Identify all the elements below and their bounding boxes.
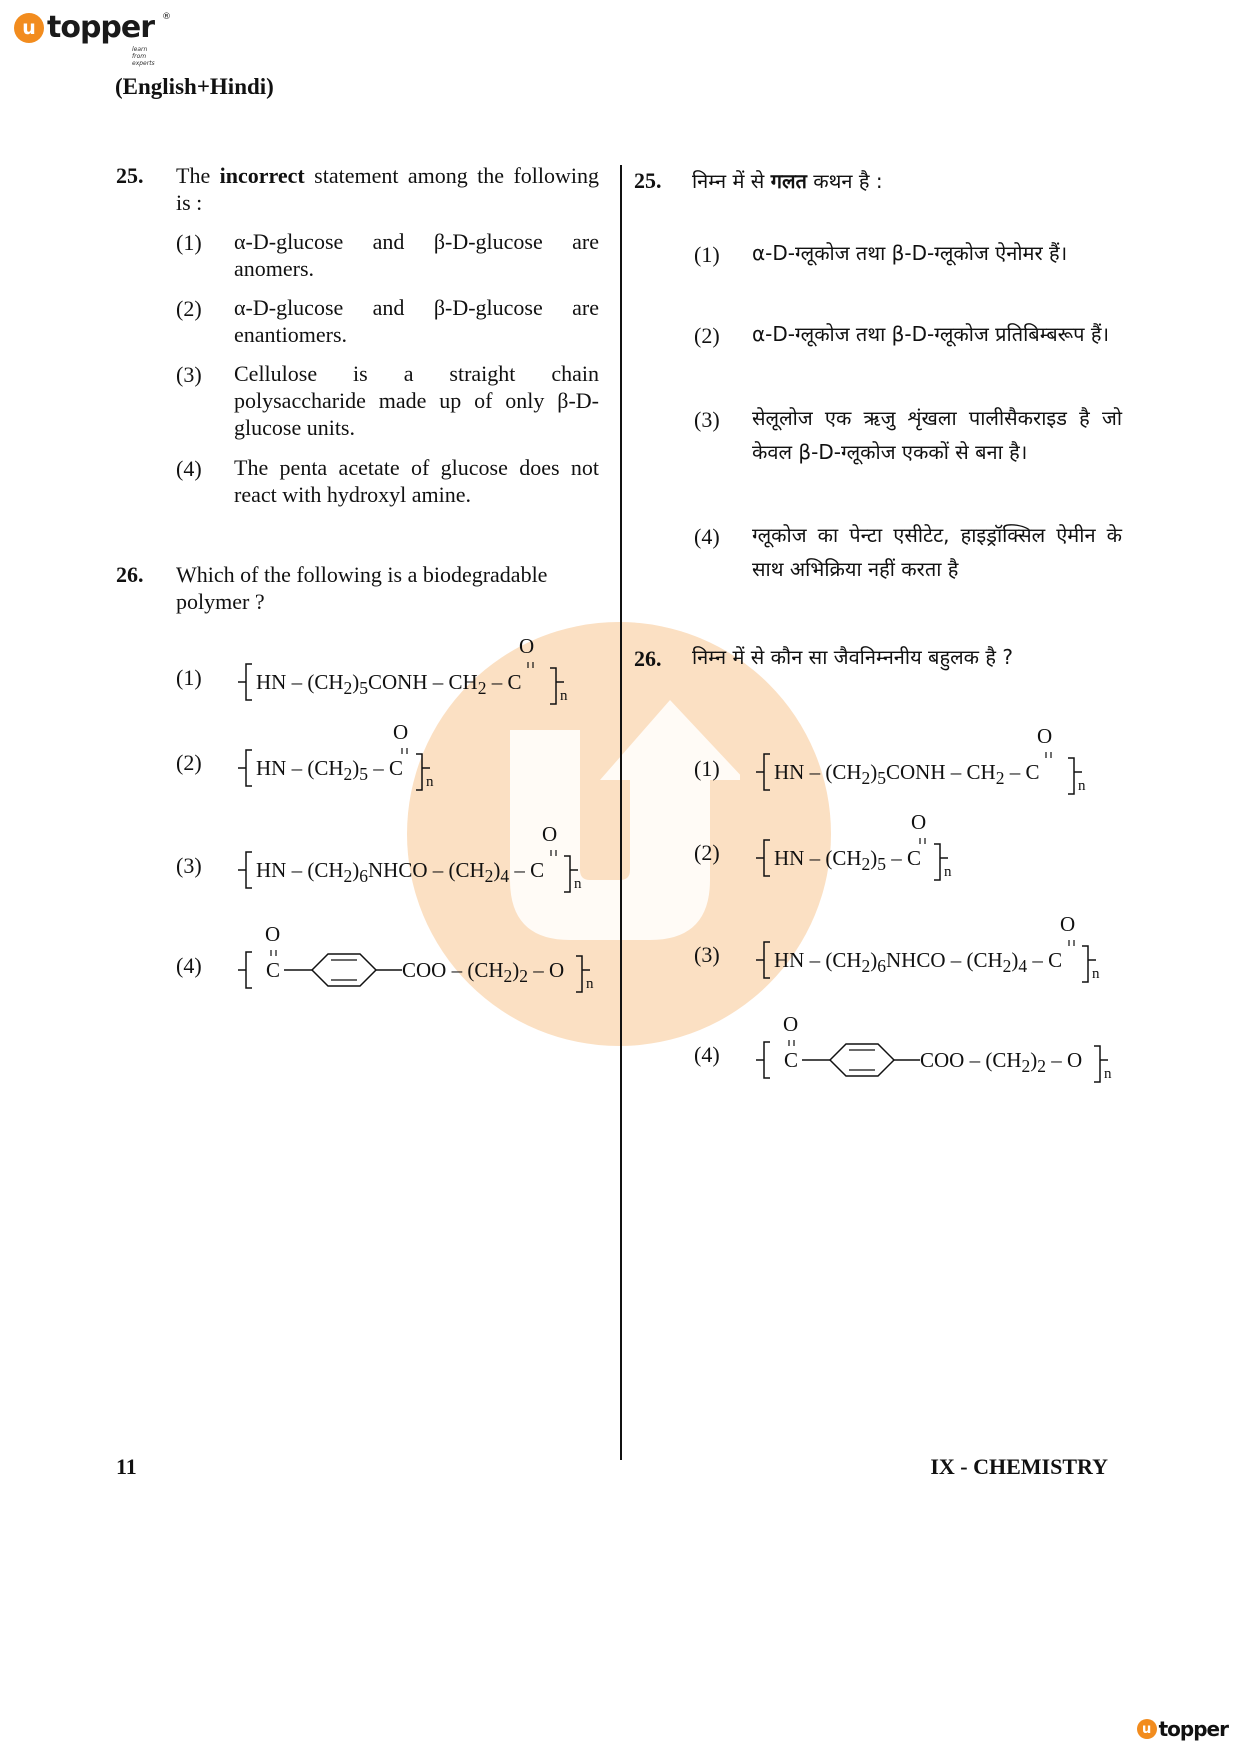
q25-option-1-en: α-D-glucose and β-D-glucose are anomers.: [234, 229, 599, 281]
q25-option-3-number-hi: (3): [694, 407, 720, 432]
q25-option-2-hi: α-D-ग्लूकोज तथा β-D-ग्लूकोज प्रतिबिम्बरूप हैं।: [752, 322, 1110, 346]
q25-option-4-en: The penta acetate of glucose does not react with hydroxyl amine.: [234, 455, 599, 507]
q26-option-2-number-hi: (2): [694, 840, 720, 865]
page-number: 11: [116, 1454, 137, 1479]
q25-number: 25.: [116, 163, 144, 188]
q25-option-3-number: (3): [176, 362, 202, 387]
q25-option-4-number-hi: (4): [694, 524, 720, 549]
q25-option-2-number: (2): [176, 296, 202, 321]
footer-logo-icon: u: [1137, 1719, 1157, 1739]
q25-option-1-number-hi: (1): [694, 242, 720, 267]
q26-option-3-number: (3): [176, 853, 202, 878]
logo-icon: u: [14, 13, 44, 43]
polymer-formula-4-hi: O C COO – $(CH_2)_2$ – O n: [756, 1014, 1126, 1084]
q26-question-en: Which of the following is a biodegradable polymer ?: [176, 562, 548, 614]
q26-number: 26.: [116, 562, 144, 587]
q25-number-hi: 25.: [634, 168, 662, 193]
q25-option-1-hi: α-D-ग्लूकोज तथा β-D-ग्लूकोज ऐनोमर हैं।: [752, 241, 1068, 265]
q25-option-3-en: Cellulose is a straight chain polysaccharide made up of only β-D-glucose units.: [234, 361, 599, 440]
polymer-formula-2: O HN – $(CH_2)_5$ – C n: [238, 722, 478, 792]
q26-option-2-number: (2): [176, 750, 202, 775]
q25-question-hi: निम्न में से गलत कथन है :: [692, 169, 883, 193]
column-divider: [620, 165, 622, 1460]
q25-option-2-number-hi: (2): [694, 323, 720, 348]
q25-option-1-number: (1): [176, 230, 202, 255]
q26-option-1-number: (1): [176, 665, 202, 690]
subject-label: IX - CHEMISTRY: [930, 1454, 1108, 1479]
topper-logo: u topper ® learn from experts: [14, 10, 154, 45]
q26-option-4-number: (4): [176, 953, 202, 978]
paper-language: (English+Hindi): [115, 74, 274, 99]
q25-option-4-hi: ग्लूकोज का पेन्टा एसीटेट, हाइड्रॉक्सिल ऐमीन के साथ अभिक्रिया नहीं करता है: [752, 523, 1122, 581]
q25-option-3-hi: सेलूलोज एक ऋजु शृंखला पालीसैकराइड है जो केवल β-D-ग्लूकोज एककों से बना है।: [752, 406, 1122, 464]
footer-logo: [1137, 1717, 1228, 1741]
q25-question-en: The incorrect statement among the following is :: [176, 163, 600, 215]
q26-number-hi: 26.: [634, 646, 662, 671]
logo-text: topper: [47, 10, 155, 45]
q26-option-1-number-hi: (1): [694, 756, 720, 781]
polymer-formula-1-hi: O HN – $(CH_2)_5CONH - CH_2$ – C n: [756, 726, 1096, 796]
q26-question-hi: निम्न में से कौन सा जैवनिम्ननीय बहुलक है ?: [692, 645, 1013, 669]
polymer-formula-3-hi: O HN – $(CH_2)_6NHCO - (CH_2)_4$ – C n: [756, 914, 1116, 984]
q26-option-4-number-hi: (4): [694, 1042, 720, 1067]
polymer-formula-4: O C COO – $(CH_2)_2$ – O n: [238, 924, 608, 994]
polymer-formula-3: O HN – $(CH_2)_6NHCO - (CH_2)_4$ – C n: [238, 824, 598, 894]
polymer-formula-2-hi: O HN – $(CH_2)_5$ – C n: [756, 812, 996, 882]
q25-option-2-en: α-D-glucose and β-D-glucose are enantiomers.: [234, 295, 599, 347]
footer-logo-text: topper: [1158, 1717, 1228, 1741]
q25-option-4-number: (4): [176, 456, 202, 481]
q26-option-3-number-hi: (3): [694, 942, 720, 967]
polymer-formula-1: O HN – $(CH_2)_5CONH - CH_2$ – C n: [238, 636, 578, 706]
logo-tagline: learn from experts: [132, 46, 155, 67]
